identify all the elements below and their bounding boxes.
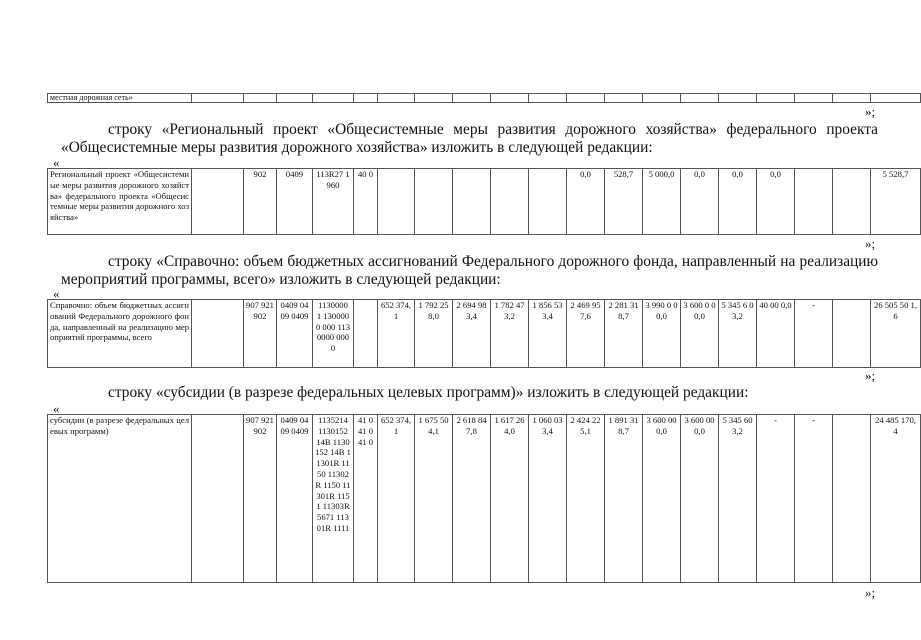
value-cell: 652 374,1 [378, 300, 415, 368]
value-cell [453, 169, 491, 235]
open-quote-3: « [53, 401, 60, 416]
grbs-cell: 902 [244, 169, 277, 235]
row-name-cell: субсидии (в разрезе федеральных целевых программ) [48, 415, 192, 583]
table-row [48, 94, 921, 103]
vr-cell: 41 0 41 0 41 0 [354, 415, 378, 583]
csr-cell: 1130000 1 1300000 000 1130000 0000 [313, 300, 354, 368]
value-cell: 0,0 [757, 169, 795, 235]
paragraph-1-line-2: «Общесистемные меры развития дорожного хозяйства» изложить в следующей редакции: [61, 139, 653, 156]
value-cell: 1 782 473,2 [491, 300, 529, 368]
value-cell: 2 281 318,7 [605, 300, 643, 368]
value-cell [415, 169, 453, 235]
row-name-cell: Справочно: объем бюджетных ассигнований Федерального дорожного фонда, направленный на реализацию мероприятий программы, всего [48, 300, 192, 368]
table-regional-project [47, 168, 921, 235]
value-cell: 1 675 504,1 [415, 415, 453, 583]
value-cell: 3 600 000,0 [681, 415, 719, 583]
value-cell: 5 000,0 [643, 169, 681, 235]
value-cell: 1 617 264,0 [491, 415, 529, 583]
value-cell: 2 618 847,8 [453, 415, 491, 583]
value-cell: 528,7 [605, 169, 643, 235]
row-name-cell: местная дорожная сеть» [48, 94, 192, 103]
total-cell: 24 485 170,4 [871, 415, 921, 583]
grbs-cell: 907 921 902 [244, 300, 277, 368]
value-cell: - [757, 415, 795, 583]
table-row [48, 169, 921, 235]
value-cell [378, 169, 415, 235]
close-quote-2: »; [865, 236, 876, 251]
csr-cell: 1135214 1130152 14B 1130152 14B 11301R 1150 11302R 1150 11301R 1151 11303R 5671 11301R 1111 [313, 415, 354, 583]
value-cell: 652 374,1 [378, 415, 415, 583]
total-cell: 26 505 50 1,6 [871, 300, 921, 368]
row-name-cell: Региональный проект «Общесистемные меры развития дорожного хозяйства» федерального проекта «Общесистемные меры развития дорожного хозяйства» [48, 169, 192, 235]
table-row [48, 415, 921, 583]
value-cell: 0,0 [719, 169, 757, 235]
value-cell: - [795, 415, 833, 583]
vr-cell: 40 0 [354, 169, 378, 235]
open-quote-2: « [53, 286, 60, 301]
paragraph-2-line-1: строку «Справочно: объем бюджетных ассигнований Федерального дорожного фонда, направленный на реализацию [108, 253, 878, 270]
table-reference [47, 299, 921, 368]
close-quote-1: »; [865, 104, 876, 119]
value-cell: 2 469 957,6 [567, 300, 605, 368]
total-cell: 5 528,7 [871, 169, 921, 235]
value-cell: 0,0 [681, 169, 719, 235]
rzpr-cell: 0409 0409 0409 [277, 415, 313, 583]
value-cell: 5 345 603,2 [719, 415, 757, 583]
value-cell: 3 600 000,0 [643, 415, 681, 583]
vr-cell [354, 300, 378, 368]
value-cell: 2 694 983,4 [453, 300, 491, 368]
csr-cell: 113R27 1960 [313, 169, 354, 235]
grbs-cell: 907 921 902 [244, 415, 277, 583]
value-cell: 3 990 0 00,0 [643, 300, 681, 368]
value-cell: 5 345 6 03,2 [719, 300, 757, 368]
table-subsidies [47, 414, 921, 583]
value-cell: 40 00 0,0 [757, 300, 795, 368]
value-cell [491, 169, 529, 235]
value-cell: 1 792 258,0 [415, 300, 453, 368]
table-row [48, 300, 921, 368]
value-cell [529, 169, 567, 235]
value-cell [795, 169, 833, 235]
value-cell: 3 600 0 00,0 [681, 300, 719, 368]
table-fragment-top [47, 93, 921, 103]
paragraph-1-line-1: строку «Региональный проект «Общесистемные меры развития дорожного хозяйства» федерального проекта [108, 121, 878, 138]
paragraph-2-line-2: мероприятий программы, всего» изложить в следующей редакции: [61, 271, 501, 288]
close-quote-3: »; [865, 368, 876, 383]
value-cell: 2 424 225,1 [567, 415, 605, 583]
value-cell: 1 856 533,4 [529, 300, 567, 368]
paragraph-3-line-1: строку «субсидии (в разрезе федеральных целевых программ)» изложить в следующей редакции: [108, 384, 749, 401]
value-cell: - [795, 300, 833, 368]
value-cell: 1 891 318,7 [605, 415, 643, 583]
value-cell: 0,0 [567, 169, 605, 235]
close-quote-4: »; [865, 585, 876, 600]
rzpr-cell: 0409 0409 0409 [277, 300, 313, 368]
value-cell: 1 060 033,4 [529, 415, 567, 583]
rzpr-cell: 0409 [277, 169, 313, 235]
open-quote-1: « [53, 155, 60, 170]
